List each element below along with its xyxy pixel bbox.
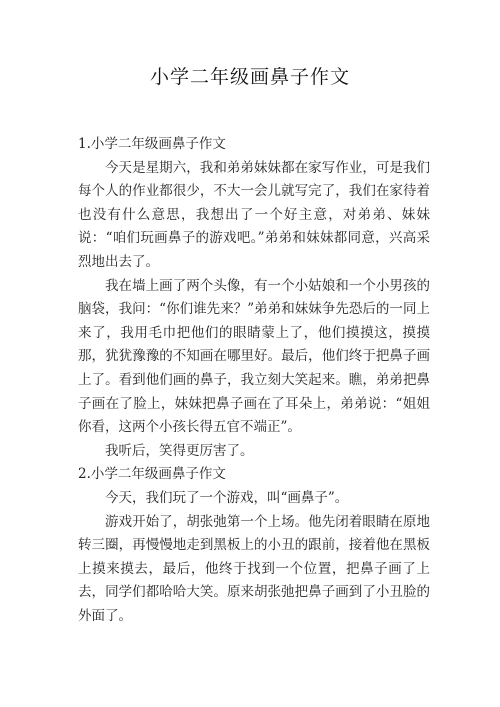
- body-paragraph: 我在墙上画了两个头像，有一个小姑娘和一个小男孩的脑袋，我问：“你们谁先来？”弟弟和妹妹争先恐后的一同上来了，我用毛巾把他们的眼睛蒙上了，他们摸摸这，摸摸那，犹犹豫豫的不知画在哪里好。最后，他们终于把鼻子画上了。看到他们画的鼻子，我立刻大笑起来。瞧，弟弟把鼻子画在了脸上，妹妹把鼻子画在了耳朵上，弟弟说：“姐姐你看，这两个小孩长得五官不端正”。: [78, 277, 430, 436]
- section-heading: 1.小学二年级画鼻子作文: [78, 136, 226, 152]
- body-paragraph: 今天是星期六，我和弟弟妹妹都在家写作业，可是我们每个人的作业都很少，不大一会儿就写完了，我们在家待着也没有什么意思，我想出了一个好主意，对弟弟、妹妹说：“咱们玩画鼻子的游戏吧。”弟弟和妹妹都同意，兴高采烈地出去了。: [78, 159, 430, 270]
- body-paragraph: 今天，我们玩了一个游戏，叫“画鼻子”。: [105, 489, 349, 506]
- body-paragraph: 游戏开始了，胡张弛第一个上场。他先闭着眼睛在原地转三圈，再慢慢地走到黑板上的小丑的跟前，接着他在黑板上摸来摸去，最后，他终于找到一个位置，把鼻子画了上去，同学们都哈哈大笑。原来胡张弛把鼻子画到了小丑脸的外面了。: [78, 513, 430, 624]
- document-title: 小学二年级画鼻子作文: [149, 66, 350, 88]
- body-paragraph: 我听后，笑得更厉害了。: [105, 442, 254, 459]
- section-heading: 2.小学二年级画鼻子作文: [78, 466, 226, 483]
- document-body: [78, 133, 430, 628]
